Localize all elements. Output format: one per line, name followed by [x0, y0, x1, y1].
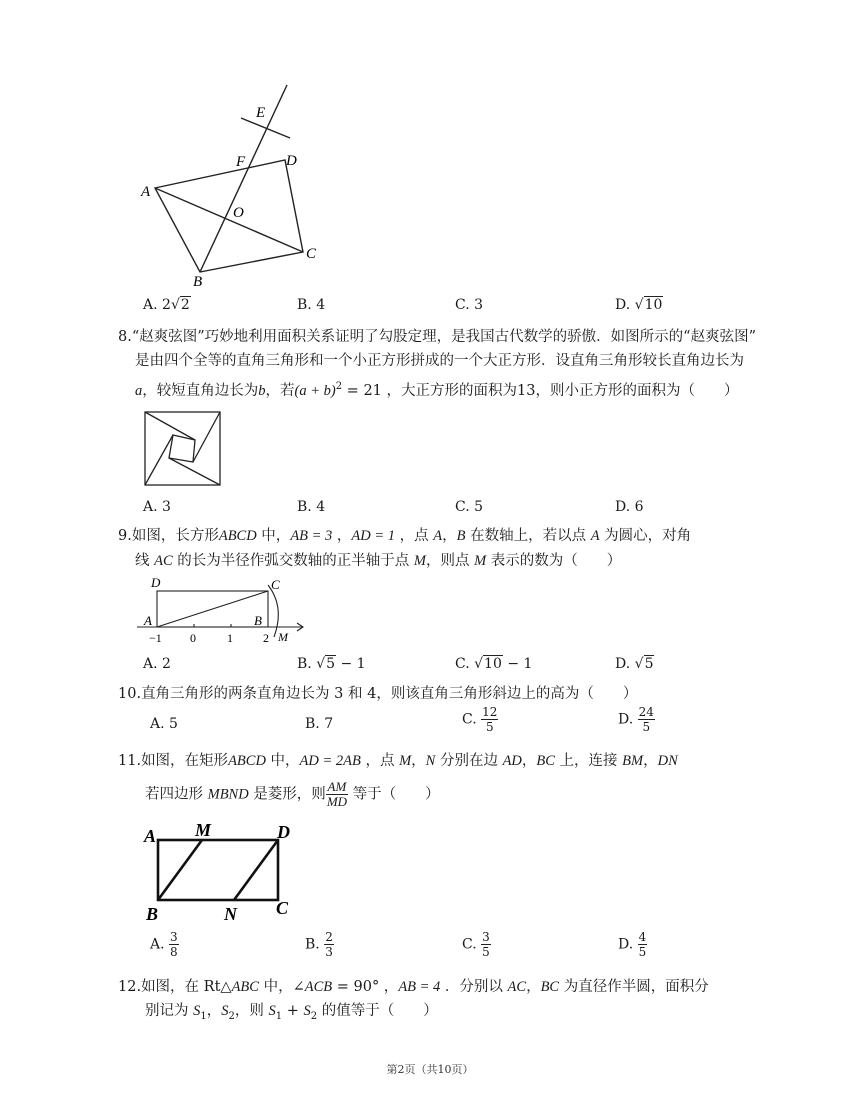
svg-text:A: A [144, 613, 152, 628]
q7-label-a: A [141, 184, 151, 200]
q11-option-a: A. $\frac{3}{8}$ [150, 930, 178, 959]
q7-option-b: B. 4 [297, 297, 326, 313]
q9-line2: 线 AC 的长为半径作弧交数轴的正半轴于点 M，则点 M 表示的数为（ ） [135, 553, 622, 569]
q7-diagonal-ac [155, 188, 303, 252]
q10-option-b: B. 7 [305, 716, 334, 732]
q8-line1: 8.“赵爽弦图”巧妙地利用面积关系证明了勾股定理，是我国古代数学的骄傲．如图所示的“赵爽弦图” [118, 329, 756, 345]
svg-text:A: A [144, 826, 157, 846]
q8-option-a: A. 3 [143, 499, 171, 515]
q8-zhao-shuang-figure [143, 410, 223, 488]
q11-option-d: D. $\frac{4}{5}$ [618, 930, 647, 959]
q12-line2: 别记为 $S_1$，$S_2$，则 $S_1 + S_2$ 的值等于（ ） [145, 1003, 438, 1022]
q9-option-a: A. 2 [143, 656, 171, 672]
q8-option-c: C. 5 [455, 499, 484, 515]
svg-text:B: B [254, 613, 262, 628]
q7-option-a: A. 2√2 [143, 297, 190, 313]
q7-option-d: D. √10 [615, 297, 663, 313]
page-footer: 第2页（共10页） [386, 1063, 474, 1076]
svg-text:M: M [278, 630, 288, 644]
svg-text:C: C [271, 577, 280, 592]
q10-option-d: D. $\frac{24}{5}$ [618, 705, 654, 734]
svg-text:B: B [146, 904, 159, 924]
q7-label-d: D [286, 153, 297, 169]
svg-text:C: C [276, 898, 289, 918]
q7-label-e: E [256, 105, 266, 121]
q10-option-a: A. 5 [150, 716, 178, 732]
q11-option-c: C. $\frac{3}{5}$ [462, 930, 490, 959]
q9-option-c: C. √10 − 1 [455, 656, 533, 672]
q11-line1: 11.如图，在矩形ABCD 中，AD = 2AB ，点 M，N 分别在边 AD，BC 上，连接 BM，DN [118, 753, 678, 769]
q7-label-f: F [236, 154, 246, 170]
q7-line-af [200, 85, 287, 272]
q9-number-line-figure [137, 575, 312, 645]
q10-text: 10.直角三角形的两条直角边长为 3 和 4，则该直角三角形斜边上的高为（ ） [118, 686, 638, 702]
q7-label-c: C [306, 246, 317, 262]
q7-quad-abcd [155, 160, 303, 272]
q9-option-d: D. √5 [615, 656, 654, 672]
q8-option-d: D. 6 [615, 499, 644, 515]
q12-number: 12. [118, 979, 142, 995]
q7-label-b: B [193, 274, 203, 290]
q8-line2: 是由四个全等的直角三角形和一个小正方形拼成的一个大正方形．设直角三角形较长直角边长为 [135, 353, 744, 369]
q7-arc-e [241, 118, 290, 138]
q11-number: 11. [118, 753, 142, 769]
q11-option-b: B. $\frac{2}{3}$ [305, 930, 333, 959]
q11-line2: 若四边形 MBND 是菱形，则 $\frac{AM}{MD}$ 等于（ ） [145, 779, 440, 809]
svg-text:−1: −1 [149, 631, 162, 645]
q8-option-b: B. 4 [297, 499, 326, 515]
q9-option-b: B. √5 − 1 [297, 656, 366, 672]
q9-line1: 9.如图，长方形ABCD 中，AB = 3 ，AD = 1 ，点 A，B 在数轴上，若以点 A 为圆心，对角 [118, 528, 692, 544]
q7-label-o: O [233, 205, 244, 221]
svg-text:2: 2 [263, 631, 269, 645]
q12-line1: 12.如图，在 Rt△ABC 中，∠ACB = 90° ，AB = 4 ．分别以 AC，BC 为直径作半圆，面积分 [118, 979, 709, 995]
svg-text:1: 1 [227, 631, 233, 645]
q10-number: 10. [118, 686, 142, 702]
q11-rectangle-figure [140, 820, 300, 925]
q8-line3: a，较短直角边长为b，若$(a + b)^2 = 21$ ，大正方形的面积为13，则小正方形的面积为（ ） [135, 381, 739, 399]
svg-text:N: N [224, 904, 237, 924]
q8-number: 8. [118, 329, 132, 345]
svg-text:0: 0 [190, 631, 196, 645]
q10-option-c: C. $\frac{12}{5}$ [462, 705, 498, 734]
svg-text:D: D [151, 575, 161, 590]
svg-text:D: D [277, 822, 290, 842]
q7-figure [135, 80, 335, 290]
q7-option-c: C. 3 [455, 297, 484, 313]
q9-number: 9. [118, 528, 132, 544]
svg-text:M: M [195, 820, 212, 840]
